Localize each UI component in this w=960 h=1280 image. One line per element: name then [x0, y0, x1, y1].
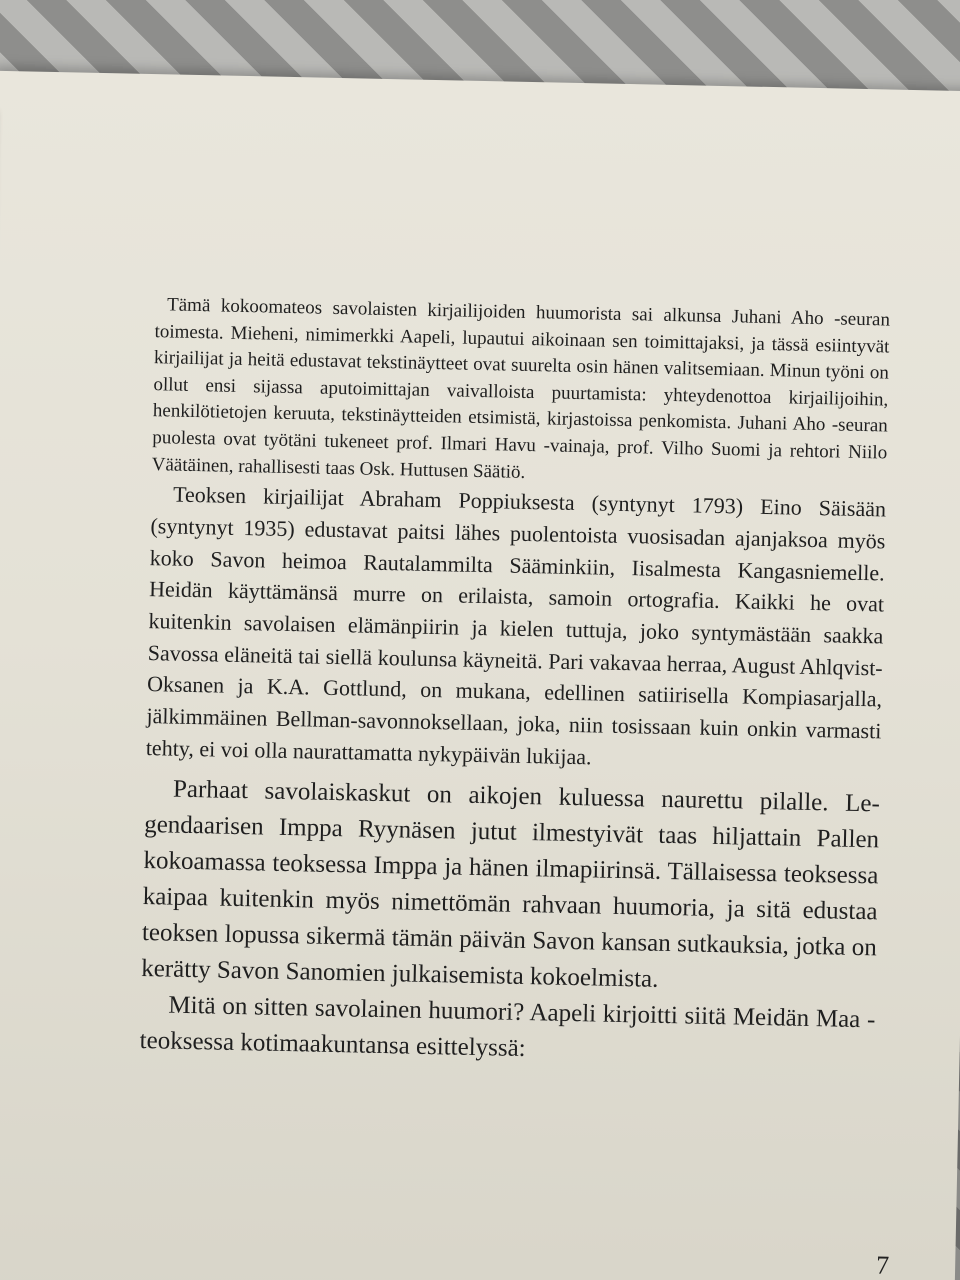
body-text	[139, 292, 890, 1075]
paragraph-4: Mitä on sitten savolainen huumori? Aapeli kirjoitti siitä Meidän Maa -teoksessa kotimaakuntansa esittelyssä:	[139, 992, 876, 1063]
paragraph-3: Parhaat savolaiskaskut on aikojen kuluessa naurettu pilalle. Legendaarisen Imppa Ryynäsen jutut ilmestyivät taas hiljattain Pallen kokoamassa teoksessa Imppa ja hänen ilmapiirinsä. Tällaisessa teoksessa kaipaa kuitenkin myös nimettömän rahvaan huumoria, ja sitä edustaa teoksen lopussa sikermä tämän päivän Savon kansan sutkauksia, jotka on kerätty Savon Sanomien julkaisemista kokoelmista.	[140, 776, 881, 994]
paragraph-2: Teoksen kirjailijat Abraham Poppiuksesta (syntynyt 1793) Eino Säisään (syntynyt 1935) edustavat paitsi lähes puolentoista vuosisadan ajanjaksoa myös koko Savon heimoa Rautalammilta Sääminkiin, Iisalmesta Kangasniemelle. Heidän käyttämänsä murre on erilaista, samoin ortografia. Kaikki he ovat kuitenkin savolaisen elämänpiirin ja kielen tuttuja, joko syntymästään saakka Savossa eläneitä tai siellä koulunsa käyneitä. Pari vakavaa herraa, August Ahlqvist-Oksanen ja K.A. Gottlund, on mukana, edellinen satiirisella Kompiasarjalla, jälkimmäinen Bellman-savonnoksellaan, joka, niin tosissaan kuin onkin varmasti tehty, ei voi olla naurattamatta nykypäivän lukijaa.	[145, 481, 887, 770]
page-number: 7	[875, 1250, 890, 1280]
book-page	[0, 70, 960, 1280]
paragraph-1: Tämä kokoomateos savolaisten kirjailijoiden huumorista sai alkunsa Juhani Aho -seuran toimesta. Mieheni, nimimerkki Aapeli, lupautui aikoinaan sen toimittajaksi, ja tässä esiintyvät kirjailijat ja heitä edustavat tekstinäytteet ovat suurelta osin hänen valitsemiaan. Minun työni on ollut ensi sijassa aputoimittajan vaivalloista puurtamista: yhteydenottoa kirjailijoihin, henkilötietojen keruuta, tekstinäytteiden etsimistä, kirjastoissa penkomista. Juhani Aho -seuran puolesta ovat työtäni tukeneet prof. Ilmari Havu -vainaja, prof. Vilho Suomi ja rehtori Niilo Väätäinen, rahallisesti taas Osk. Huttusen Säätiö.	[151, 294, 891, 483]
